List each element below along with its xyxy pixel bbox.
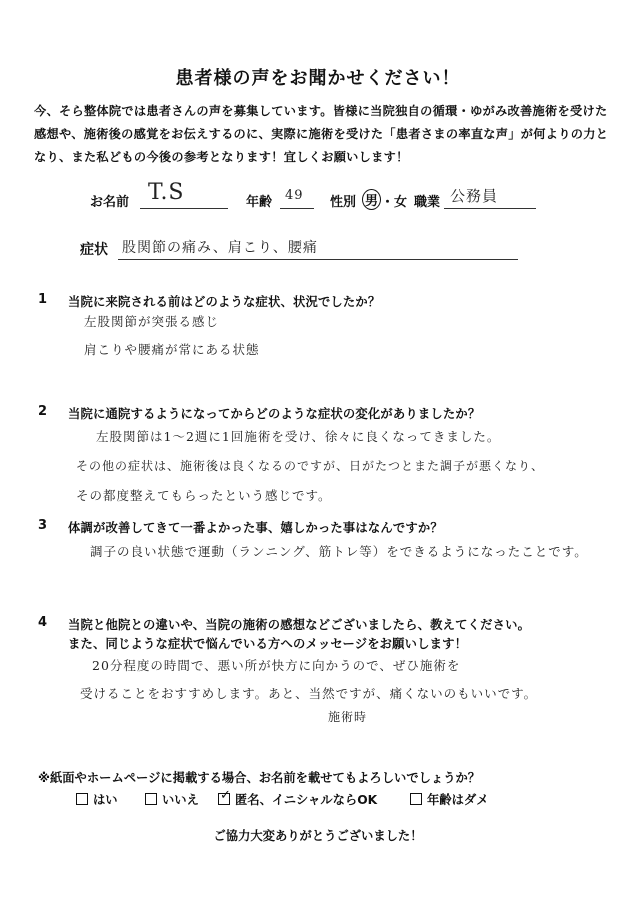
answer-2-line-3: その都度整えてもらったという感じです。 bbox=[76, 488, 332, 503]
sex-male-circled: 男 bbox=[362, 189, 381, 210]
sex-female: 女 bbox=[394, 195, 408, 210]
answer-1-line-2: 肩こりや腰痛が常にある状態 bbox=[84, 342, 260, 357]
checkbox-yes[interactable] bbox=[76, 793, 88, 805]
intro-paragraph: 今、そら整体院では患者さんの声を募集しています。皆様に当院独自の循環・ゆがみ改善施術を受けた感想や、施術後の感覚をお伝えするのに、実際に施術を受けた「患者さまの率直な声」が何よりの力となり、また私どもの今後の参考となります！宜しくお願いします！ bbox=[34, 104, 609, 164]
question-4-number: 4 bbox=[38, 615, 48, 630]
sex-separator: ・ bbox=[381, 195, 395, 210]
answer-2-line-1: 左股関節は1～2週に1回施術を受け、徐々に良くなってきました。 bbox=[96, 429, 501, 444]
job-label: 職業 bbox=[414, 195, 441, 210]
option-anonymous-label: 匿名、イニシャルならOK bbox=[235, 793, 378, 807]
answer-3-line-1: 調子の良い状態で運動（ランニング、筋トレ等）をできるようになったことです。 bbox=[90, 544, 588, 559]
question-1-text: 当院に来院される前はどのような症状、状況でしたか？ bbox=[68, 295, 381, 309]
age-value: 49 bbox=[285, 188, 304, 203]
publish-option-anonymous[interactable] bbox=[218, 790, 377, 808]
check-mark-icon: ✓ bbox=[220, 788, 231, 803]
publish-option-yes[interactable] bbox=[76, 790, 118, 808]
answer-2-line-2: その他の症状は、施術後は良くなるのですが、日がたつとまた調子が悪くなり、 bbox=[76, 459, 545, 473]
age-underline bbox=[280, 208, 314, 209]
name-label: お名前 bbox=[90, 195, 130, 210]
thanks-message: ご協力大変ありがとうございました！ bbox=[213, 829, 423, 843]
answer-4-line-1: 20分程度の時間で、悪い所が快方に向かうので、ぜひ施術を bbox=[92, 658, 461, 673]
page-title: 患者様の声をお聞かせください！ bbox=[175, 68, 461, 89]
option-yes-label: はい bbox=[93, 793, 118, 807]
symptom-value: 股関節の痛み、肩こり、腰痛 bbox=[122, 240, 318, 256]
job-underline bbox=[444, 208, 536, 209]
answer-1-line-1: 左股関節が突張る感じ bbox=[84, 314, 220, 329]
question-3-text: 体調が改善してきて一番よかった事、嬉しかった事はなんですか？ bbox=[68, 521, 443, 535]
question-3-number: 3 bbox=[38, 518, 48, 533]
job-value: 公務員 bbox=[450, 187, 499, 205]
question-4-text-line-2: また、同じような症状で悩んでいる方へのメッセージをお願いします！ bbox=[68, 637, 468, 651]
question-2-text: 当院に通院するようになってからどのような症状の変化がありましたか？ bbox=[68, 407, 481, 421]
symptom-label: 症状 bbox=[80, 242, 108, 258]
publish-option-no[interactable] bbox=[145, 790, 199, 808]
name-value: T.S bbox=[148, 180, 185, 205]
age-label: 年齢 bbox=[246, 195, 273, 210]
publish-question: ※紙面やホームページに掲載する場合、お名前を載せてもよろしいでしょうか？ bbox=[38, 771, 481, 785]
checkbox-no[interactable] bbox=[145, 793, 157, 805]
question-4-text-line-1: 当院と他院との違いや、当院の施術の感想などございましたら、教えてください。 bbox=[68, 618, 531, 632]
option-no-age-label: 年齢はダメ bbox=[427, 793, 489, 807]
checkbox-anonymous[interactable] bbox=[218, 788, 231, 805]
option-no-label: いいえ bbox=[162, 793, 199, 807]
sex-label: 性別 bbox=[330, 195, 357, 210]
answer-4-margin-note: 施術時 bbox=[328, 710, 368, 724]
question-2-number: 2 bbox=[38, 404, 48, 419]
symptom-underline bbox=[118, 259, 518, 260]
sex-options bbox=[362, 191, 407, 210]
publish-option-no-age[interactable] bbox=[410, 790, 489, 808]
answer-4-line-2: 受けることをおすすめします。あと、当然ですが、痛くないのもいいです。 bbox=[80, 686, 538, 701]
question-1-number: 1 bbox=[38, 292, 48, 307]
name-underline bbox=[140, 208, 228, 209]
checkbox-no-age[interactable] bbox=[410, 793, 422, 805]
